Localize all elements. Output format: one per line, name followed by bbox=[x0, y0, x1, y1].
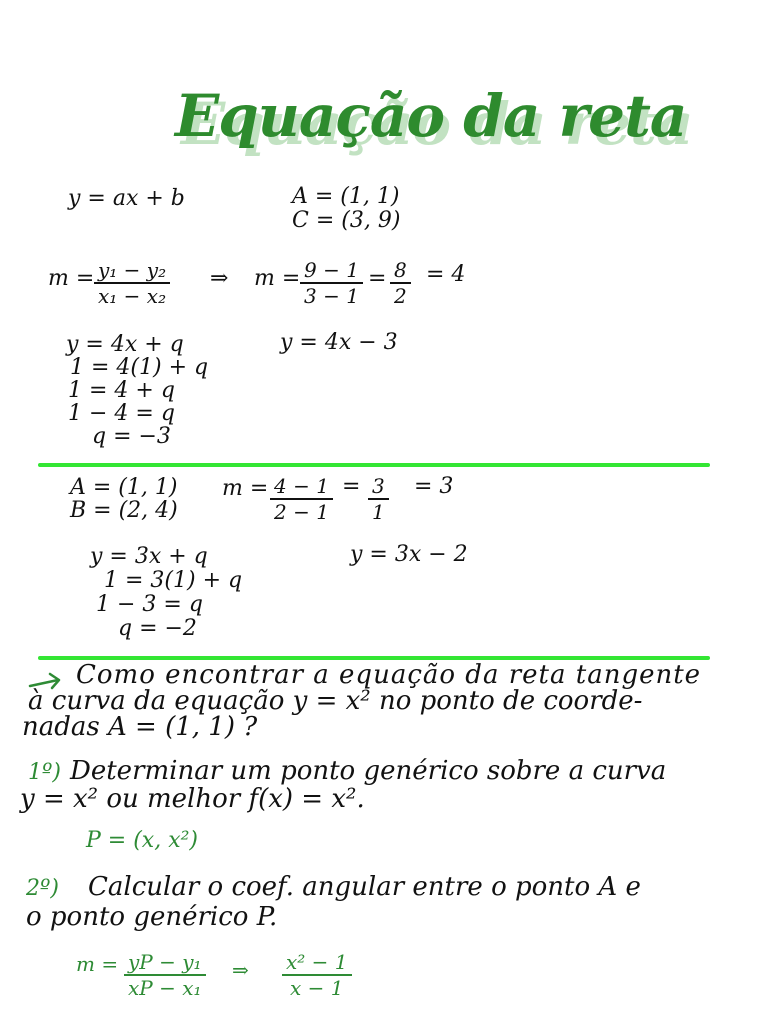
question-line: Como encontrar a equação da reta tangente bbox=[76, 660, 702, 690]
step-text: o ponto genérico P. bbox=[26, 902, 278, 932]
implies-symbol: ⇒ bbox=[210, 266, 229, 291]
slope-value-denominator: 2 − 1 bbox=[274, 500, 329, 524]
step-line: 1 = 3(1) + q bbox=[104, 568, 243, 593]
slope-denominator: x₁ − x₂ bbox=[98, 284, 167, 308]
step-line: y = 3x + q bbox=[90, 544, 208, 569]
question-line: à curva da equação y = x² no ponto de coorde- bbox=[28, 686, 643, 716]
equals-symbol: = bbox=[342, 474, 361, 499]
step-text: Determinar um ponto genérico sobre a curva bbox=[70, 756, 667, 786]
point-b: B = (2, 4) bbox=[70, 498, 178, 523]
step-line: q = −3 bbox=[92, 424, 171, 449]
step-number: 1º) bbox=[28, 760, 61, 785]
slope-denominator: xP − x₁ bbox=[128, 976, 202, 1000]
slope-label: m = bbox=[76, 952, 119, 976]
slope-value-numerator: 9 − 1 bbox=[300, 258, 363, 284]
slope-simplified-denominator: 1 bbox=[372, 500, 385, 524]
question-line: nadas A = (1, 1) ? bbox=[22, 712, 258, 742]
slope-label: m = bbox=[48, 266, 95, 291]
step-line: q = −2 bbox=[118, 616, 197, 641]
point-c: C = (3, 9) bbox=[292, 208, 401, 233]
step-line: y = 4x + q bbox=[66, 332, 184, 357]
page-title: Equação da reta bbox=[175, 82, 687, 150]
step-line: 1 − 3 = q bbox=[96, 592, 203, 617]
line-formula: y = ax + b bbox=[68, 186, 185, 211]
slope-expression-fraction bbox=[282, 950, 352, 1000]
slope-value-denominator: 3 − 1 bbox=[304, 284, 359, 308]
line-result-2: y = 3x − 2 bbox=[350, 542, 468, 567]
generic-point: P = (x, x²) bbox=[86, 828, 199, 853]
slope-simplified-fraction bbox=[368, 474, 389, 524]
slope-expression-denominator: x − 1 bbox=[290, 976, 344, 1000]
slope-simplified-fraction bbox=[390, 258, 411, 308]
equals-symbol: = bbox=[368, 266, 387, 291]
implies-symbol: ⇒ bbox=[232, 958, 249, 982]
point-a: A = (1, 1) bbox=[70, 475, 178, 500]
slope-simplified-numerator: 8 bbox=[390, 258, 411, 284]
step-line: 1 = 4(1) + q bbox=[70, 355, 209, 380]
slope-value-fraction bbox=[270, 474, 333, 524]
slope-simplified-denominator: 2 bbox=[394, 284, 407, 308]
slope-value-fraction bbox=[300, 258, 363, 308]
step-text: y = x² ou melhor f(x) = x². bbox=[20, 784, 365, 814]
slope-simplified-numerator: 3 bbox=[368, 474, 389, 500]
slope-formula-fraction bbox=[94, 258, 170, 308]
slope-expression-numerator: x² − 1 bbox=[282, 950, 352, 976]
slope-result: = 4 bbox=[426, 262, 466, 287]
step-line: 1 − 4 = q bbox=[68, 401, 175, 426]
step-number: 2º) bbox=[26, 876, 59, 901]
step-line: 1 = 4 + q bbox=[68, 378, 175, 403]
section-divider bbox=[38, 463, 710, 467]
slope-label-2: m = bbox=[254, 266, 301, 291]
slope-formula-fraction bbox=[124, 950, 206, 1000]
slope-result: = 3 bbox=[414, 474, 454, 499]
slope-value-numerator: 4 − 1 bbox=[270, 474, 333, 500]
slope-numerator: yP − y₁ bbox=[124, 950, 206, 976]
step-text: Calcular o coef. angular entre o ponto A e bbox=[88, 872, 641, 902]
slope-label: m = bbox=[222, 476, 269, 501]
point-a: A = (1, 1) bbox=[292, 184, 400, 209]
slope-numerator: y₁ − y₂ bbox=[94, 258, 170, 284]
line-result-1: y = 4x − 3 bbox=[280, 330, 398, 355]
